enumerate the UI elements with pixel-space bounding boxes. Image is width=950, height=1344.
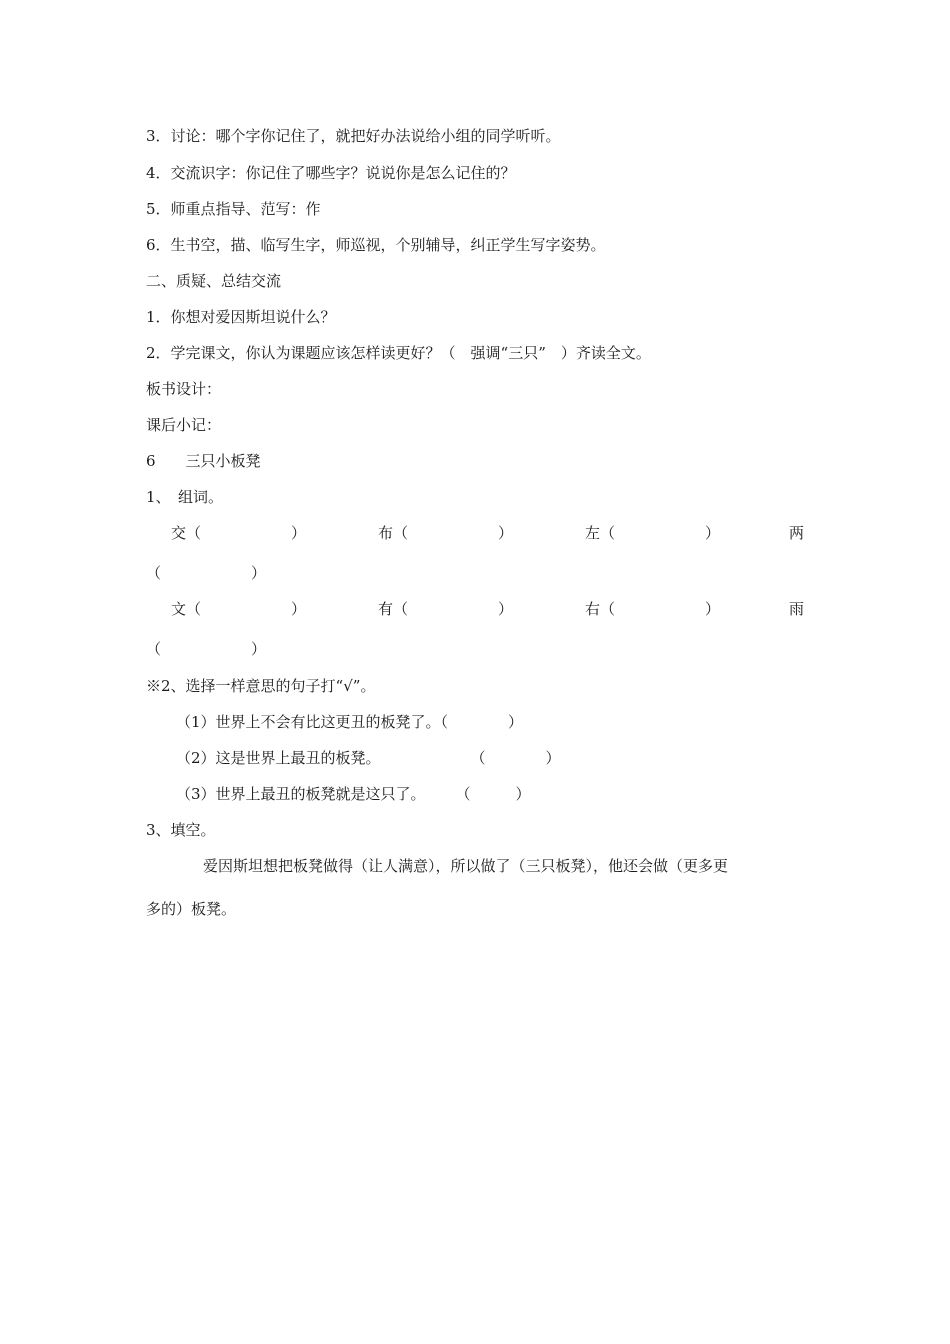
exercise3-line-1: 爱因斯坦想把板凳做得（让人满意），所以做了（三只板凳），他还会做（更多更 <box>203 857 729 875</box>
exercise1-heading: 1、 组词。 <box>146 488 224 506</box>
word-group-wen: 文（ ） <box>171 600 307 618</box>
exercise3-heading: 3、填空。 <box>146 821 216 839</box>
exercise2-heading: ※2、选择一样意思的句子打“√”。 <box>146 677 376 695</box>
section-item-2: 2．学完课文，你认为课题应该怎样读更好？（ 强调“三只” ）齐读全文。 <box>146 344 651 362</box>
word-group-yu: 雨 <box>789 600 805 618</box>
exercise2-option-1: （1）世界上不会有比这更丑的板凳了。（ ） <box>176 713 524 731</box>
exercise2-option-2: （2）这是世界上最丑的板凳。 （ ） <box>176 749 561 767</box>
word-group-liang-blank: （ ） <box>146 564 267 582</box>
step-4: 4．交流识字：你记住了哪些字？说说你是怎么记住的？ <box>146 164 516 182</box>
word-group-liang: 两 <box>789 524 805 542</box>
word-group-bu: 布（ ） <box>378 524 514 542</box>
after-notes-label: 课后小记： <box>146 416 222 434</box>
section-heading: 二、质疑、总结交流 <box>146 272 282 290</box>
word-group-jiao: 交（ ） <box>171 524 307 542</box>
step-5: 5．师重点指导、范写：作 <box>146 200 321 218</box>
step-3: 3．讨论：哪个字你记住了，就把好办法说给小组的同学听听。 <box>146 127 561 145</box>
section-item-1: 1．你想对爱因斯坦说什么？ <box>146 308 336 326</box>
exercise3-line-2: 多的）板凳。 <box>146 900 237 918</box>
step-6: 6．生书空，描、临写生字，师巡视，个别辅导，纠正学生写字姿势。 <box>146 236 606 254</box>
exercise2-option-3: （3）世界上最丑的板凳就是这只了。 （ ） <box>176 785 531 803</box>
lesson-title: 6 三只小板凳 <box>146 452 261 470</box>
word-group-you: 有（ ） <box>378 600 514 618</box>
board-design-label: 板书设计： <box>146 380 222 398</box>
word-group-you-right: 右（ ） <box>585 600 721 618</box>
word-group-zuo: 左（ ） <box>585 524 721 542</box>
word-group-yu-blank: （ ） <box>146 640 267 658</box>
